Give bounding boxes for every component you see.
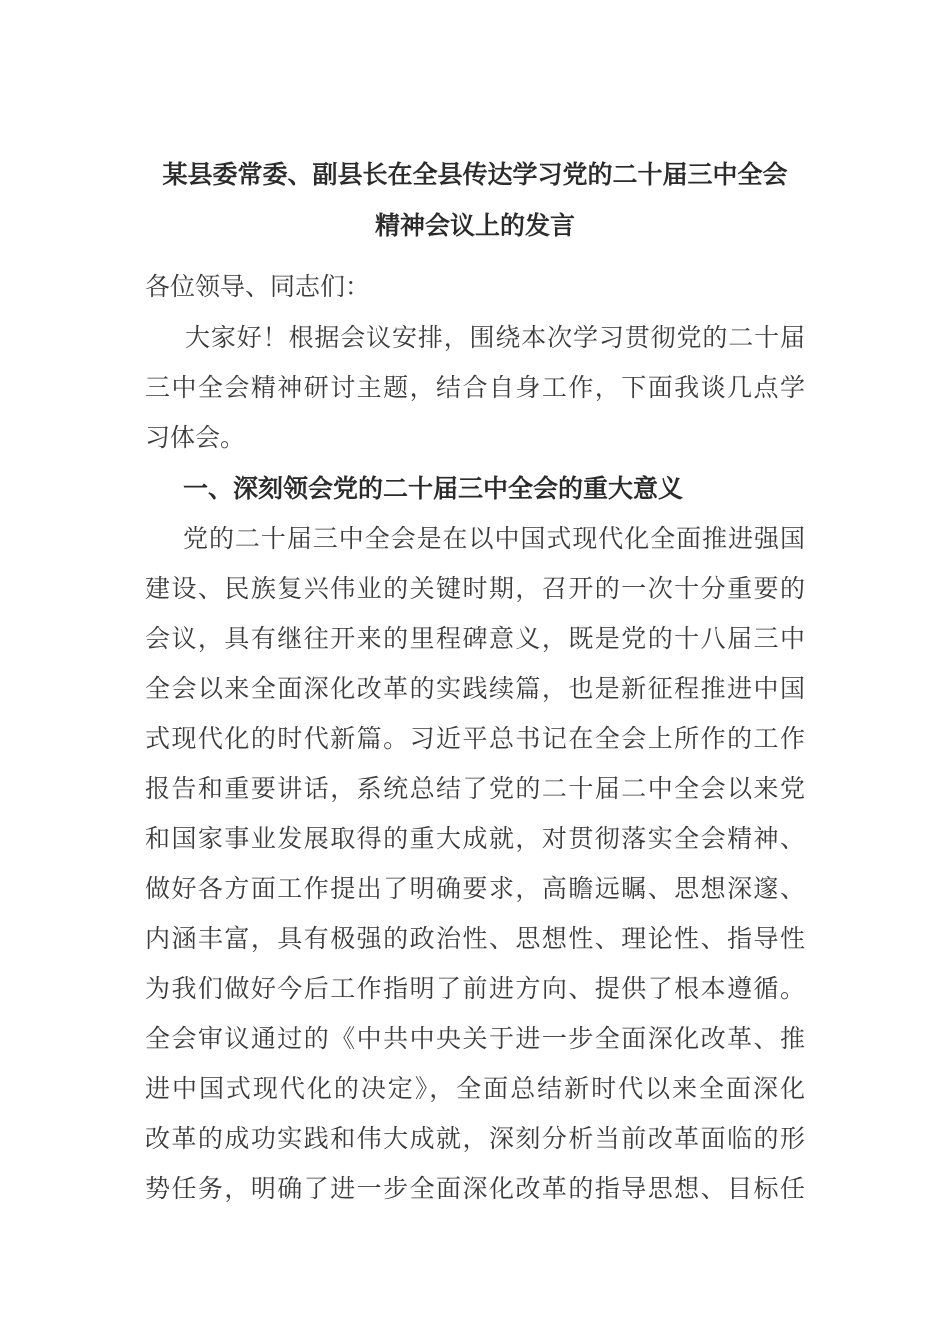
- body-line: 和国家事业发展取得的重大成就，对贯彻落实全会精神、: [145, 824, 805, 853]
- body-line: 全会以来全面深化改革的实践续篇，也是新征程推进中国: [145, 674, 805, 703]
- body-line: 进中国式现代化的决定》，全面总结新时代以来全面深化: [145, 1074, 805, 1103]
- intro-line: 大家好！根据会议安排，围绕本次学习贯彻党的二十届: [185, 323, 805, 352]
- body-line: 改革的成功实践和伟大成就，深刻分析当前改革面临的形: [145, 1124, 805, 1153]
- document-title-line-2: 精神会议上的发言: [374, 211, 575, 240]
- section-heading: 一、深刻领会党的二十届三中全会的重大意义: [183, 474, 684, 503]
- body-line: 党的二十届三中全会是在以中国式现代化全面推进强国: [183, 524, 805, 553]
- salutation: 各位领导、同志们：: [145, 272, 371, 301]
- body-line: 内涵丰富，具有极强的政治性、思想性、理论性、指导性: [145, 924, 805, 953]
- body-line: 全会审议通过的《中共中央关于进一步全面深化改革、推: [145, 1024, 805, 1053]
- intro-line: 三中全会精神研讨主题，结合自身工作，下面我谈几点学: [145, 373, 805, 402]
- body-line: 式现代化的时代新篇。习近平总书记在全会上所作的工作: [145, 724, 805, 753]
- intro-line: 习体会。: [145, 423, 246, 452]
- body-line: 会议，具有继往开来的里程碑意义，既是党的十八届三中: [145, 624, 805, 653]
- body-line: 报告和重要讲话，系统总结了党的二十届二中全会以来党: [145, 774, 805, 803]
- body-line: 为我们做好今后工作指明了前进方向、提供了根本遵循。: [145, 974, 805, 1003]
- body-line: 建设、民族复兴伟业的关键时期，召开的一次十分重要的: [145, 574, 805, 603]
- body-line: 势任务，明确了进一步全面深化改革的指导思想、目标任: [145, 1174, 805, 1203]
- body-line: 做好各方面工作提出了明确要求，高瞻远瞩、思想深邃、: [145, 874, 805, 903]
- document-title-line-1: 某县委常委、副县长在全县传达学习党的二十届三中全会: [162, 160, 788, 189]
